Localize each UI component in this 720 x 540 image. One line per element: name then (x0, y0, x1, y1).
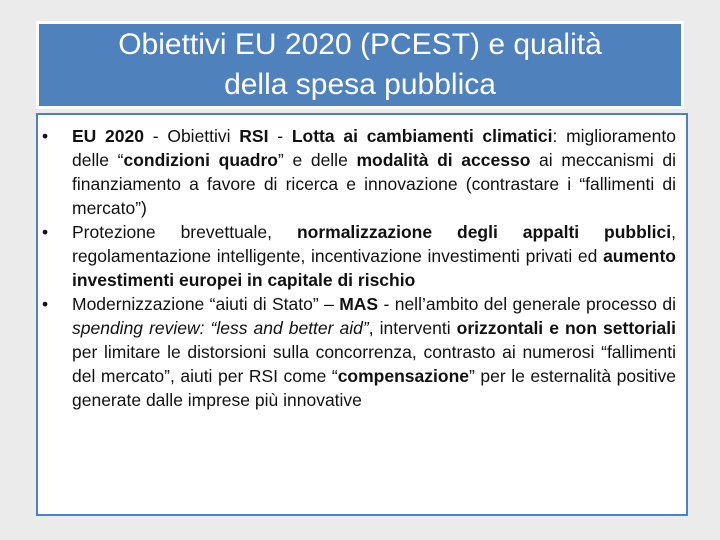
slide-body (36, 113, 688, 516)
bullet-item-protezione (58, 220, 676, 292)
bullet-text-segment: condizioni quadro (123, 150, 278, 170)
bullet-text-segment: : miglioramento delle “ (72, 126, 676, 170)
bullet-text-segment: spending review: “less and better aid” (72, 318, 369, 338)
bullet-item-modernizzazione (58, 292, 676, 412)
bullet-text-segment: ” per le esternalità positive generate dalle imprese più innovative (72, 366, 676, 410)
bullet-text-segment: , regolamentazione intelligente, incentivazione investimenti privati ed (72, 222, 677, 266)
bullet-text-segment: - Obiettivi (144, 126, 240, 146)
bullet-text-segment: orizzontali e non settoriali (456, 318, 676, 338)
bullet-text-segment: aumento investimenti europei in capitale di rischio (72, 246, 676, 290)
bullet-item-eu2020 (58, 124, 676, 220)
bullet-text-segment: Modernizzazione “aiuti di Stato” – (72, 294, 340, 314)
bullet-text-segment: normalizzazione degli appalti pubblici (296, 222, 672, 242)
bullet-text-segment: - (268, 126, 292, 146)
bullet-text-segment: Protezione brevettuale, (72, 222, 297, 242)
bullet-text-segment: MAS (339, 294, 379, 314)
slide-title-line-2: della spesa pubblica (224, 68, 496, 101)
bullet-text-segment: per limitare le distorsioni sulla concorrenza, contrasto ai numerosi “fallimenti del mercato”, aiuti per RSI come “ (72, 342, 676, 386)
bullet-text-segment: RSI (239, 126, 269, 146)
bullet-text-segment: modalità di accesso (356, 150, 531, 170)
bullet-text-segment: Lotta ai cambiamenti climatici (291, 126, 553, 146)
bullet-text-segment: ai meccanismi di finanziamento a favore di ricerca e innovazione (contrastare i “fallimenti di mercato”) (72, 150, 676, 218)
bullet-list (58, 124, 676, 412)
bullet-text-segment: - nell’ambito del generale processo di (378, 294, 677, 314)
slide-title (36, 21, 684, 109)
bullet-text-segment: EU 2020 (72, 126, 144, 146)
bullet-text-segment: ” e delle (277, 150, 357, 170)
bullet-text-segment: , interventi (368, 318, 457, 338)
slide-title-line-1: Obiettivi EU 2020 (PCEST) e qualità (118, 28, 602, 61)
bullet-text-segment: compensazione (337, 366, 469, 386)
